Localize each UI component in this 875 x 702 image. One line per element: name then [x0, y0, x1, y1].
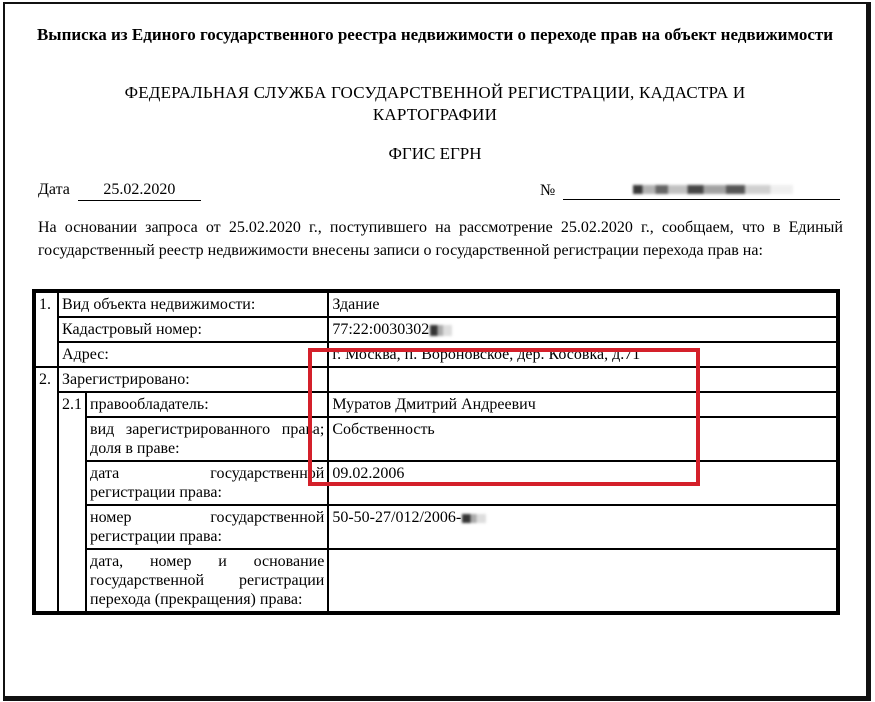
- redaction-blur: [430, 325, 452, 336]
- number-row: [540, 181, 840, 200]
- system-name: ФГИС ЕГРН: [388, 144, 482, 163]
- reg-number-cell: [328, 505, 837, 549]
- date-row: [38, 181, 201, 201]
- cadastral-cell: [328, 317, 837, 342]
- reg-number-label: номер государственной регистрации права:: [86, 505, 328, 549]
- table-row: [35, 417, 837, 461]
- reg-number-value: 50-50-27/012/2006-: [332, 509, 462, 526]
- document-title: Выписка из Единого государственного реестра недвижимости о переходе прав на объект недвижимости: [36, 25, 834, 44]
- object-type-value: Здание: [328, 292, 837, 317]
- redaction-blur: [462, 514, 486, 523]
- transfer-label: дата, номер и основание государственной регистрации перехода (прекращения) права:: [86, 549, 328, 612]
- agency-name: ФЕДЕРАЛЬНАЯ СЛУЖБА ГОСУДАРСТВЕННОЙ РЕГИСТРАЦИИ, КАДАСТРА И КАРТОГРАФИИ: [124, 83, 746, 124]
- object-type-label: Вид объекта недвижимости:: [58, 292, 328, 317]
- number-value-redacted: [563, 181, 840, 200]
- table-row: [35, 505, 837, 549]
- registered-label: Зарегистрировано:: [58, 367, 328, 392]
- holder-label: правообладатель:: [86, 392, 328, 417]
- table-row: [35, 461, 837, 505]
- date-label: Дата: [38, 181, 70, 198]
- sub-row-number: 2.1: [58, 392, 86, 612]
- table-row: [35, 392, 837, 417]
- number-label: №: [540, 182, 556, 199]
- transfer-value: [328, 549, 837, 612]
- cadastral-label: Кадастровый номер:: [58, 317, 328, 342]
- right-type-value: Собственность: [328, 417, 837, 461]
- redaction-blur: [633, 185, 793, 194]
- intro-paragraph: На основании запроса от 25.02.2020 г., поступившего на рассмотрение 25.02.2020 г., сообщаем, что в Единый государственный реестр недвижимости внесены записи о государственной регистрации перехода прав на:: [38, 219, 843, 259]
- table-row: [35, 367, 837, 392]
- table-row: [35, 549, 837, 612]
- registered-value: [328, 367, 837, 392]
- date-value: 25.02.2020: [78, 181, 201, 201]
- table-row: [35, 292, 837, 317]
- holder-value: Муратов Дмитрий Андреевич: [328, 392, 837, 417]
- row-number: 1.: [35, 292, 58, 367]
- address-value: г. Москва, п. Вороновское, дер. Косовка, д.71: [328, 342, 837, 367]
- table-row: [35, 317, 837, 342]
- table-row: [35, 342, 837, 367]
- reg-date-label: дата государственной регистрации права:: [86, 461, 328, 505]
- address-label: Адрес:: [58, 342, 328, 367]
- right-type-label: вид зарегистрированного права; доля в праве:: [86, 417, 328, 461]
- cadastral-value: 77:22:0030302: [332, 321, 430, 338]
- reg-date-value: 09.02.2006: [328, 461, 837, 505]
- row-number: 2.: [35, 367, 58, 612]
- registration-table: [34, 291, 838, 613]
